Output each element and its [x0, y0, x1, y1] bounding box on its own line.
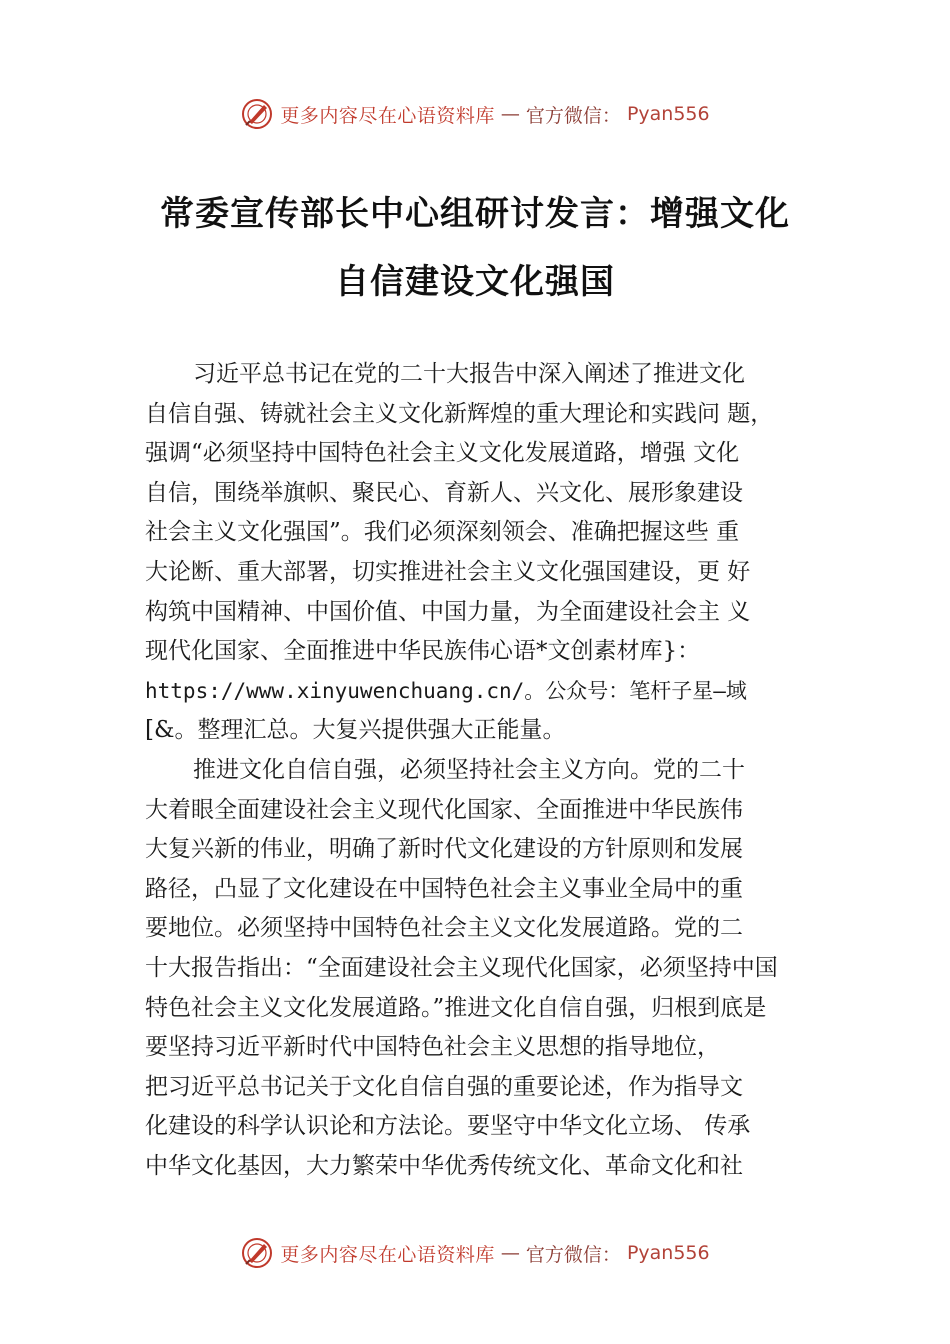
paragraph-line: 自信，围绕举旗帜、聚民心、育新人、兴文化、展形象建设	[145, 479, 743, 506]
brand-logo-icon	[240, 97, 274, 131]
paragraph-line: 大论断、重大部署，切实推进社会主义文化强国建设，更 好	[145, 558, 751, 585]
paragraph-line: 特色社会主义文化发展道路。”推进文化自信自强，归根到底是	[145, 994, 767, 1021]
paragraph-line: 自信自强、铸就社会主义文化新辉煌的重大理论和实践问 题，	[145, 400, 774, 427]
header-banner	[0, 94, 950, 134]
paragraph-line: 构筑中国精神、中国价值、中国力量，为全面建设社会主 义	[145, 598, 751, 625]
paragraph-line: 大复兴新的伟业，明确了新时代文化建设的方针原则和发展	[145, 836, 743, 863]
paragraph-line: 社会主义文化强国”。我们必须深刻领会、准确把握这些 重	[145, 519, 740, 546]
banner-separator: —	[500, 1242, 520, 1264]
banner-wechat-id: Pyan556	[626, 1242, 710, 1264]
banner-brand-text: 更多内容尽在心语资料库	[280, 1243, 495, 1266]
paragraph-line: 把习近平总书记关于文化自信自强的重要论述，作为指导文	[145, 1073, 743, 1100]
paragraph-line: [&。整理汇总。大复兴提供强大正能量。	[145, 717, 566, 744]
brand-logo-icon	[240, 1236, 274, 1270]
paragraph-line: 化建设的科学认识论和方法论。要坚守中华文化立场、 传承	[145, 1113, 751, 1140]
banner-wechat-id: Pyan556	[626, 103, 710, 125]
paragraph-line: 大着眼全面建设社会主义现代化国家、全面推进中华民族伟	[145, 796, 743, 823]
paragraph-line: 十大报告指出：“全面建设社会主义现代化国家，必须坚持中国	[145, 954, 778, 981]
document-body	[145, 355, 835, 1186]
banner-separator: —	[500, 103, 520, 125]
banner-wechat-label: 官方微信：	[525, 1243, 621, 1266]
paragraph-line: 习近平总书记在党的二十大报告中深入阐述了推进文化	[193, 361, 745, 387]
footer-banner	[0, 1233, 950, 1273]
document-title-line-2: 自信建设文化强国	[335, 262, 615, 302]
paragraph-line: 要地位。必须坚持中国特色社会主义文化发展道路。党的二	[145, 915, 743, 942]
paragraph-line: 要坚持习近平新时代中国特色社会主义思想的指导地位，	[145, 1034, 720, 1061]
paragraph-line-url: https://www.xinyuwenchuang.cn/。公众号：笔杆子星—域	[145, 678, 747, 703]
paragraph-line: 强调“必须坚持中国特色社会主义文化发展道路，增强 文化	[145, 440, 740, 467]
paragraph-line: 现代化国家、全面推进中华民族伟心语*文创素材库}：	[145, 638, 701, 665]
document-title-line-1: 常委宣传部长中心组研讨发言：增强文化	[160, 194, 790, 234]
paragraph-line: 路径，凸显了文化建设在中国特色社会主义事业全局中的重	[145, 875, 743, 902]
banner-brand-text: 更多内容尽在心语资料库	[280, 104, 495, 127]
paragraph-2	[145, 751, 835, 1187]
paragraph-line: 推进文化自信自强，必须坚持社会主义方向。党的二十	[193, 756, 745, 783]
paragraph-line: 中华文化基因，大力繁荣中华优秀传统文化、革命文化和社	[145, 1152, 743, 1179]
banner-wechat-label: 官方微信：	[525, 104, 621, 127]
paragraph-1	[145, 355, 835, 751]
